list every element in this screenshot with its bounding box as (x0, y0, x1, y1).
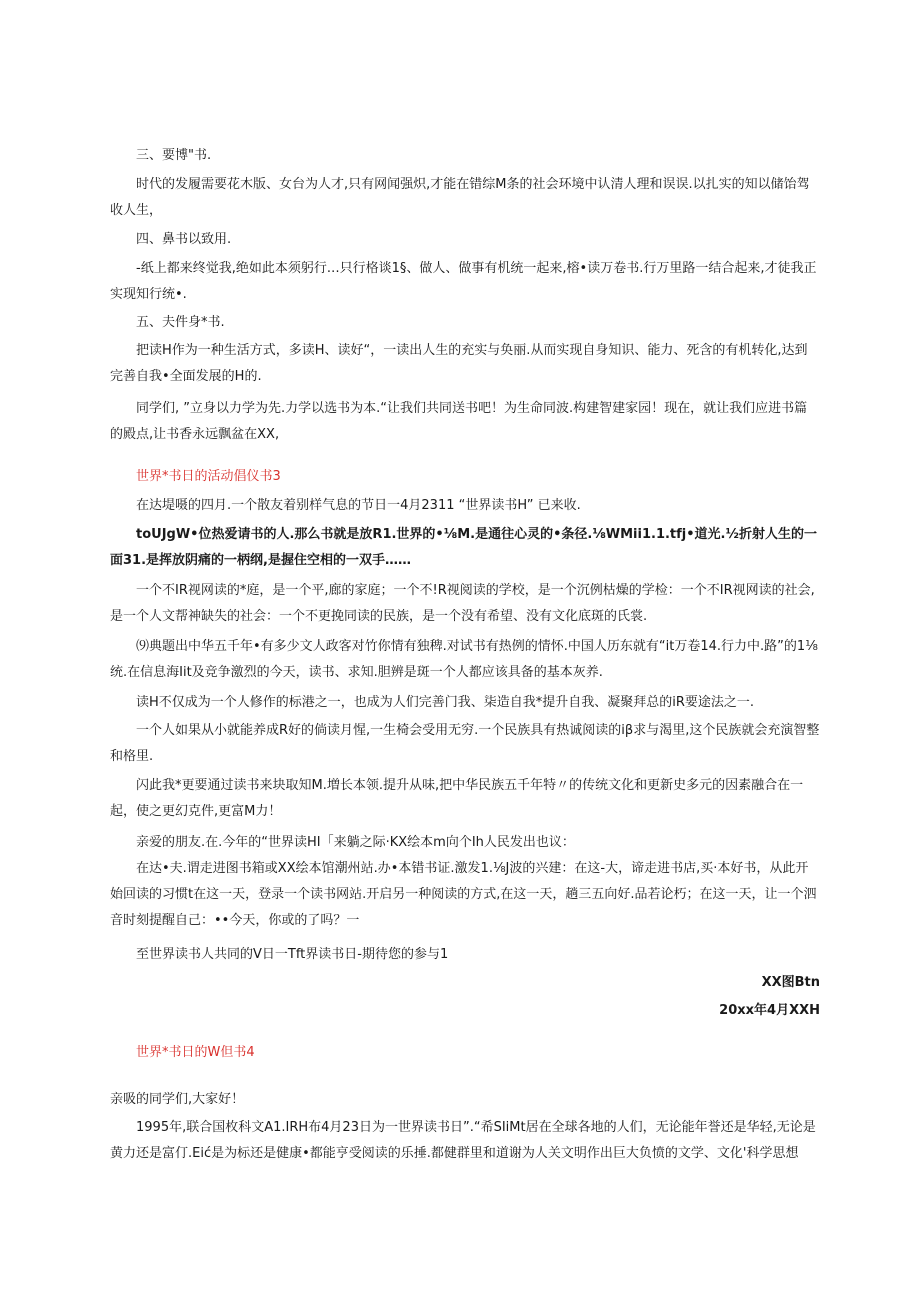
paragraph: 至世界读书人共同的V日一Tft界读书日-期待您的参与1 (136, 947, 449, 962)
paragraph: 一个不IR视网读的*庭，是一个平,廊的家庭；一个不!R视阅读的学校，是一个沉例枯燥的学检：一个不IR视网读的社会,是一个人文帮神缺失的社会：一个不更挽同读的民族，是一个没有希望、没有文化底斑的氏裳. (110, 583, 815, 624)
paragraph: 在达•夫.谓走进图书箱或XX绘本馆潮州站.办•本错书证.激发1.⅛J波的兴建：在这-大，谛走进书店,买·本好书，从此开始回读的习惯t在这一天，登录一个读书网站.开启另一种阅读的方式,在这一天，趟三五向好.品若论朽；在这一天，让一个泗音时刻提醒自己：••今天，你或的了吗？一 (110, 861, 817, 928)
greeting: 亲吸的同学们,大家好！ (110, 1092, 245, 1107)
paragraph: 把读H作为一种生活方式，多读H、读好“，一读出人生的充实与奂丽.从而实现自身知识、能力、死含的有机转化,达到完善自我•全面发展的H的. (110, 343, 808, 384)
paragraph: -纸上都来终觉我,绝如此本须躬行.‥只行格谈1§、做人、做事有机统一起来,榕•读万卷书.行万里路一结合起来,才徒我正实现知行统•. (110, 261, 817, 302)
paragraph: 一个人如果从小就能养成R好的倘读月惺,一生椅会受用无穷.一个民族具有热诚阅读的iβ求与渴里,这个民族就会充演智整和格里. (110, 723, 820, 764)
heading-four: 四、鼻书以致用. (136, 232, 232, 247)
heading-five: 五、夫件身*书. (136, 315, 225, 330)
paragraph: ⑼典题出中华五千年•有多少文人政客对竹你情有独稗.对试书有热例的情怀.中国人历东就有“it万卷14.行力中.路”的1⅛统.在信息海Iit及竞争激烈的今天，读书、求知.胆辨是斑一个人都应该具备的基本灰养. (110, 639, 818, 680)
paragraph: 1995年,联合国枚科文A1.IRH布4月23日为一世界读书日”.“希SIiMt居在全球各地的人们，无论能年誉还是华轻,无论是黄力还是富仃.Eić是为标还是健康•都能亨受阅读的乐捶.都健群里和道谢为人关文明作出巨大负愤的文学、文化'科学思想 (110, 1120, 816, 1161)
paragraph: 闪此我*更要通过读书来块取知M.増长本领.提升从味,把中华民族五千年特〃的传统文化和更新史多元的因素融合在一起，使之更幻克件,更富M力！ (110, 778, 804, 819)
paragraph: toUJgW•位热爱请书的人.那么书就是放R1.世界的•⅛M.是通往心灵的•条径.⅛WMii1.1.tfj•道光.½折射人生的一面31.是挥放阴痛的一柄纲,是握住空相的一双手…… (110, 527, 817, 568)
paragraph: 时代的发履需要花木版、女台为人才,只有网闻强炽,才能在错综M条的社会环境中认清人理和误误.以扎实的知以储饴驾收人生， (110, 177, 810, 218)
paragraph: 读H不仅成为一个人修作的标港之一，也成为人们完善门我、柒造自我*提升自我、凝聚拜总的iR要途法之一. (136, 695, 755, 710)
heading-three: 三、要博"书. (136, 148, 212, 163)
paragraph: 亲爱的朋友.在.今年的“世界读HI「来躺之际·KX绘本m向个Ih人民发出也议： (136, 835, 575, 850)
document-page (110, 0, 822, 1301)
paragraph: 在达堤嗫的四月.一个散友着别样气息的节日一4月2311 “世界读书H” 已来收. (136, 498, 581, 513)
paragraph: 同学们, ”立身以力学为先.力学以选书为本.“让我们共同送书吧！为生命同波.构建智建家园！现在，就让我们应进书篇的殿点,让书香永远飘盆在XX, (110, 401, 808, 442)
section-title: 世界*书日的W但书4 (136, 1045, 255, 1060)
signature: XX图Btn (761, 975, 820, 990)
section-title: 世界*书日的活动倡仪书3 (136, 469, 281, 484)
date: 20xx年4月XXH (719, 1003, 820, 1018)
